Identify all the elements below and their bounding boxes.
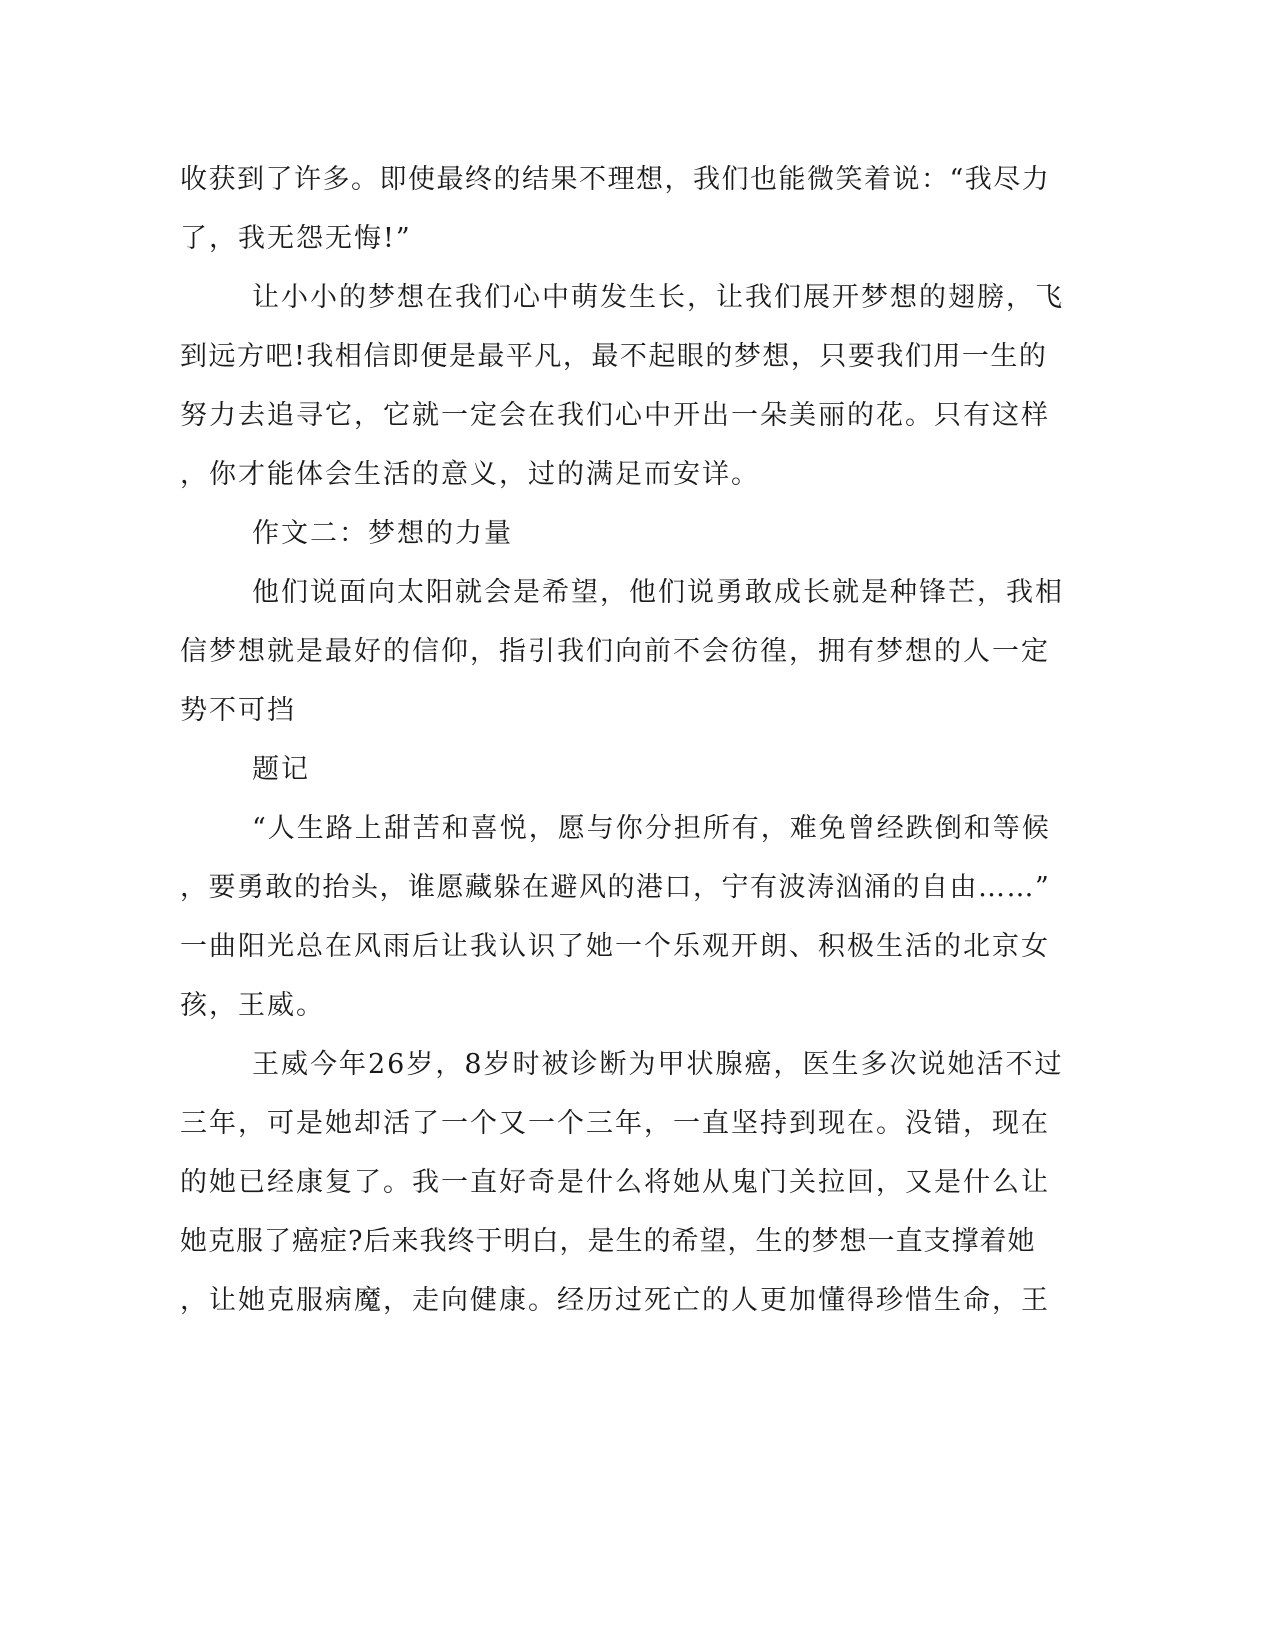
text-line: 一曲阳光总在风雨后让我认识了她一个乐观开朗、积极生活的北京女 <box>180 931 1050 962</box>
paragraph-start: 让小小的梦想在我们心中萌发生长，让我们展开梦想的翅膀，飞 <box>252 282 1064 313</box>
text-line: 了，我无怨无悔!” <box>180 223 412 254</box>
text-line: ，你才能体会生活的意义，过的满足而安详。 <box>180 459 760 490</box>
text-line: 她克服了癌症?后来我终于明白，是生的希望，生的梦想一直支撑着她 <box>180 1226 1036 1257</box>
text-line: ，让她克服病魔，走向健康。经历过死亡的人更加懂得珍惜生命，王 <box>180 1285 1050 1316</box>
epigraph-label: 题记 <box>252 754 310 785</box>
text-line: 到远方吧!我相信即便是最平凡，最不起眼的梦想，只要我们用一生的 <box>180 341 1048 372</box>
text-line: ，要勇敢的抬头，谁愿藏躲在避风的港口，宁有波涛汹涌的自由……” <box>180 872 1051 903</box>
paragraph-start: 他们说面向太阳就会是希望，他们说勇敢成长就是种锋芒，我相 <box>252 577 1064 608</box>
text-line: 三年，可是她却活了一个又一个三年，一直坚持到现在。没错，现在 <box>180 1108 1050 1139</box>
paragraph-start: “人生路上甜苦和喜悦，愿与你分担所有，难免曾经跌倒和等候 <box>252 813 1051 844</box>
paragraph-start: 王威今年26岁，8岁时被诊断为甲状腺癌，医生多次说她活不过 <box>252 1049 1064 1080</box>
text-line: 孩，王威。 <box>180 990 325 1021</box>
text-line: 的她已经康复了。我一直好奇是什么将她从鬼门关拉回，又是什么让 <box>180 1167 1050 1198</box>
text-line: 收获到了许多。即使最终的结果不理想，我们也能微笑着说：“我尽力 <box>180 164 1051 195</box>
text-line: 势不可挡 <box>180 695 296 726</box>
section-heading: 作文二：梦想的力量 <box>252 518 513 549</box>
text-line: 信梦想就是最好的信仰，指引我们向前不会彷徨，拥有梦想的人一定 <box>180 636 1050 667</box>
text-line: 努力去追寻它，它就一定会在我们心中开出一朵美丽的花。只有这样 <box>180 400 1050 431</box>
